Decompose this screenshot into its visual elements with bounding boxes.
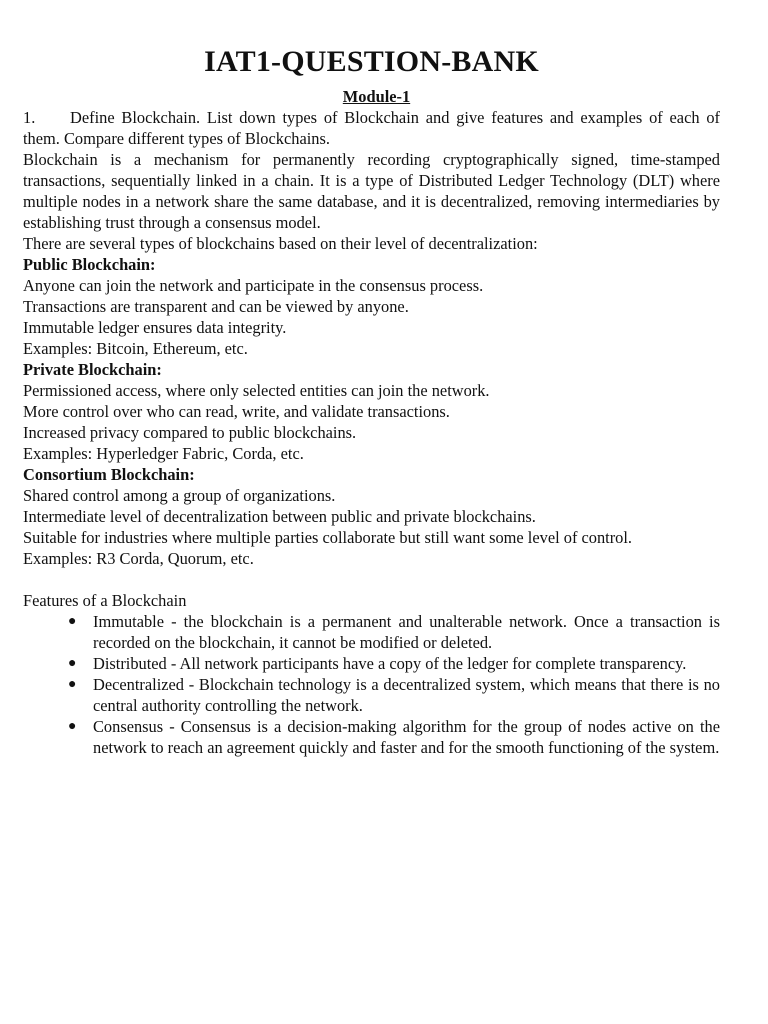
public-blockchain-heading: Public Blockchain: [23,255,156,274]
private-line: More control over who can read, write, and validate transactions. [23,402,450,421]
consortium-line: Shared control among a group of organizations. [23,486,336,505]
blank-line [23,569,720,590]
public-line: Transactions are transparent and can be viewed by anyone. [23,297,409,316]
features-list [23,611,720,758]
types-intro: There are several types of blockchains based on their level of decentralization: [23,234,538,253]
feature-text: Decentralized - Blockchain technology is a decentralized system, which means that there is no central authority controlling the network. [93,675,720,715]
feature-text: Distributed - All network participants have a copy of the ledger for complete transparency. [93,654,687,673]
consortium-line: Intermediate level of decentralization between public and private blockchains. [23,507,536,526]
question-1 [23,107,720,149]
feature-item-distributed [68,653,720,674]
bullet-icon: ● [68,677,77,692]
private-line: Increased privacy compared to public blockchains. [23,423,357,442]
intro-paragraph: Blockchain is a mechanism for permanently recording cryptographically signed, time-stamped transactions, sequentially linked in a chain. It is a type of Distributed Ledger Technology (DLT) where multiple nodes in a network share the same database, and it is decentralized, removing intermediaries by establishing trust through a consensus model. [23,150,720,232]
private-line: Examples: Hyperledger Fabric, Corda, etc. [23,444,304,463]
public-line: Immutable ledger ensures data integrity. [23,318,287,337]
module-heading: Module-1 [342,87,411,106]
bullet-icon: ● [68,719,77,734]
public-line: Anyone can join the network and participate in the consensus process. [23,276,484,295]
document-page [23,40,720,758]
feature-text: Immutable - the blockchain is a permanent and unalterable network. Once a transaction is recorded on the blockchain, it cannot be modified or deleted. [93,612,720,652]
consortium-line: Suitable for industries where multiple parties collaborate but still want some level of control. [23,528,633,547]
feature-text: Consensus - Consensus is a decision-making algorithm for the group of nodes active on the network to reach an agreement quickly and faster and for the smooth functioning of the system. [93,717,720,757]
feature-item-immutable [68,611,720,653]
feature-item-decentralized [68,674,720,716]
consortium-blockchain-heading: Consortium Blockchain: [23,465,195,484]
private-line: Permissioned access, where only selected entities can join the network. [23,381,490,400]
feature-item-consensus [68,716,720,758]
public-line: Examples: Bitcoin, Ethereum, etc. [23,339,248,358]
features-heading: Features of a Blockchain [23,591,187,610]
question-number: 1. [23,108,36,127]
consortium-line: Examples: R3 Corda, Quorum, etc. [23,549,254,568]
document-title: IAT1-QUESTION-BANK [204,45,539,78]
private-blockchain-heading: Private Blockchain: [23,360,162,379]
bullet-icon: ● [68,614,77,629]
question-text: Define Blockchain. List down types of Blockchain and give features and examples of each of them. Compare different types of Blockchains. [23,108,720,148]
bullet-icon: ● [68,656,77,671]
